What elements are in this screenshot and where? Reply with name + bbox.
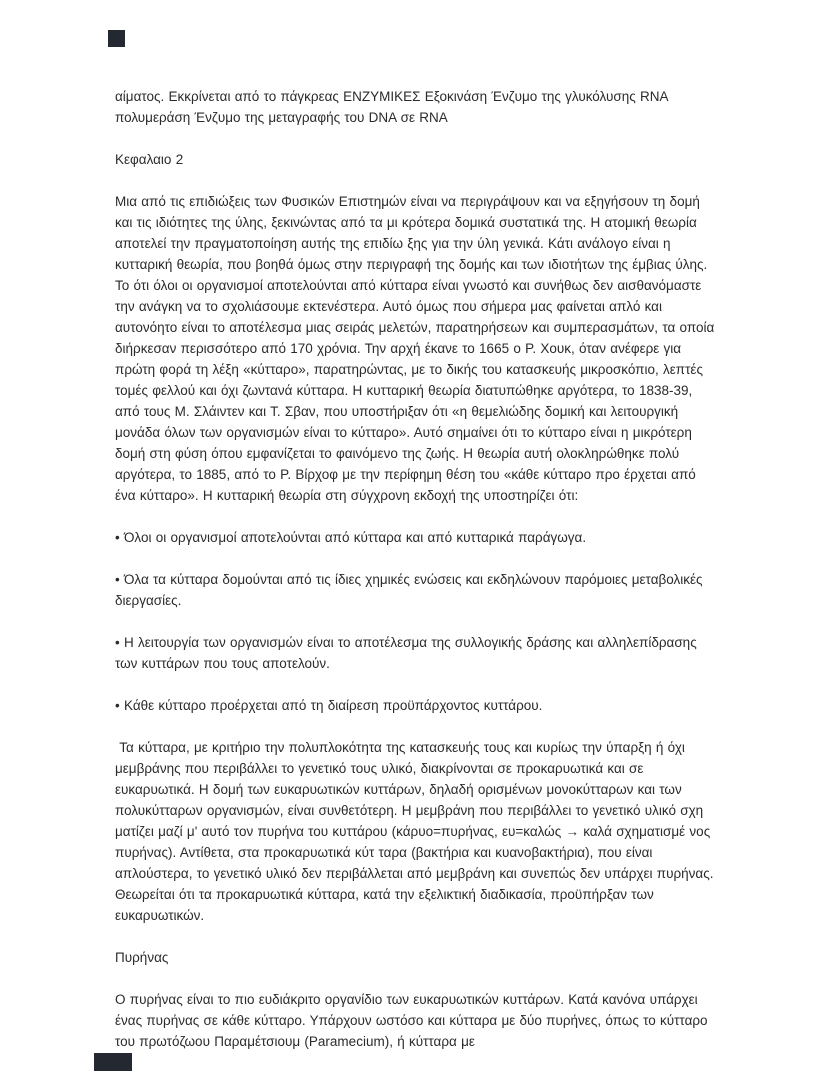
paragraph-nucleus: Ο πυρήνας είναι το πιο ευδιάκριτο οργανίδιο των ευκαρυωτικών κυττάρων. Κατά κανόνα υπάρχει ένας πυρήνας σε κάθε κύτταρο. Υπάρχουν ωστόσο και κύτταρα με δύο πυρήνες, όπως το κύτταρο του πρωτόζωου Παραμέτσιουμ (Paramecium), ή κύτταρα με — [115, 992, 712, 1049]
bullet-item-division: • Κάθε κύτταρο προέρχεται από τη διαίρεση προϋπάρχοντος κυττάρου. — [115, 698, 543, 713]
chapter-heading: Κεφαλαιο 2 — [115, 152, 184, 167]
intro-paragraph: αίματος. Εκκρίνεται από το πάγκρεας ΕΝΖΥΜΙΚΕΣ Εξοκινάση Ένζυμο της γλυκόλυσης RNA πολυμεράση Ένζυμο της μεταγραφής του DNA σε RNA — [115, 89, 672, 125]
top-left-marker — [108, 30, 125, 47]
document-content — [115, 86, 719, 1073]
paragraph-cell-types: Τα κύτταρα, με κριτήριο την πολυπλοκότητα της κατασκευής τους και κυρίως την ύπαρξη ή όχι μεμβράνης που περιβάλλει το γενετικό τους υλικό, διακρίνονται σε προκαρυωτικά και σε ευκαρυωτικά. Η δομή των ευκαρυωτικών κυττάρων, δηλαδή ορισμένων μονοκύτταρων και των πολυκύτταρων οργανισμών, είναι συνθετότερη. Η μεμβράνη που περιβάλλει το γενετικό υλικό σχη ματίζει μαζί μ' αυτό τον πυρήνα του κυττάρου (κάρυο=πυρήνας, ευ=καλώς → καλά σχηματισμέ νος πυρήνας). Αντίθετα, στα προκαρυωτικά κύτ ταρα (βακτήρια και κυανοβακτήρια), που είναι απλούστερα, το γενετικό υλικό δεν περιβάλλεται από μεμβράνη και συνεπώς δεν υπάρχει πυρήνας. Θεωρείται ότι τα προκαρυωτικά κύτταρα, κατά την εξελικτική διαδικασία, προϋπήρξαν των ευκαρυωτικών. — [115, 740, 718, 923]
paragraph-cell-theory: Μια από τις επιδιώξεις των Φυσικών Επιστημών είναι να περιγράψουν και να εξηγήσουν τη δομή και τις ιδιότητες της ύλης, ξεκινώντας από τα μι κρότερα δομικά συστατικά της. Η ατομική θεωρία αποτελεί την πραγματοποίηση αυτής της επιδίω ξης για την ύλη γενικά. Κάτι ανάλογο είναι η κυτταρική θεωρία, που βοηθά όμως στην περιγραφή της δομής και των ιδιοτήτων της έμβιας ύλης. Το ότι όλοι οι οργανισμοί αποτελούνται από κύτταρα είναι γνωστό και συνήθως δεν αισθανόμαστε την ανάγκη να το σχολιάσουμε εκτενέστερα. Αυτό όμως που σήμερα μας φαίνεται απλό και αυτονόητο είναι το αποτέλεσμα μιας σειράς μελετών, παρατηρήσεων και συμπερασμάτων, τα οποία διήρκεσαν περισσότερο από 170 χρόνια. Την αρχή έκανε το 1665 ο P. Χουκ, όταν ανέφερε για πρώτη φορά τη λέξη «κύτταρο», παρατηρώντας, με το δικής του κατασκευής μικροσκόπιο, λεπτές τομές φελλού και όχι ζωντανά κύτταρα. Η κυτταρική θεωρία διατυπώθηκε αργότερα, το 1838-39, από τους Μ. Σλάιντεν και Τ. Σβαν, που υποστήριξαν ότι «η θεμελιώδης δομική και λειτουργική μονάδα όλων των οργανισμών είναι το κύτταρο». Αυτό σημαίνει ότι το κύτταρο είναι η μικρότερη δομή στη φύση όπου εμφανίζεται το φαινόμενο της ζωής. Η θεωρία αυτή ολοκληρώθηκε πολύ αργότερα, το 1885, από το P. Βίρχοφ με την περίφημη θέση του «κάθε κύτταρο προ έρχεται από ένα κύτταρο». Η κυτταρική θεωρία στη σύγχρονη εκδοχή της υποστηρίζει ότι: — [115, 194, 719, 503]
bottom-left-marker — [94, 1053, 132, 1071]
bullet-item-organisms: • Όλοι οι οργανισμοί αποτελούνται από κύτταρα και από κυτταρικά παράγωγα. — [115, 530, 587, 545]
bullet-item-function: • Η λειτουργία των οργανισμών είναι το αποτέλεσμα της συλλογικής δράσης και αλληλεπίδρασης των κυττάρων που τους αποτελούν. — [115, 635, 701, 671]
section-heading-nucleus: Πυρήνας — [115, 950, 169, 965]
bullet-item-chemistry: • Όλα τα κύτταρα δομούνται από τις ίδιες χημικές ενώσεις και εκδηλώνουν παρόμοιες μεταβολικές διεργασίες. — [115, 572, 707, 608]
